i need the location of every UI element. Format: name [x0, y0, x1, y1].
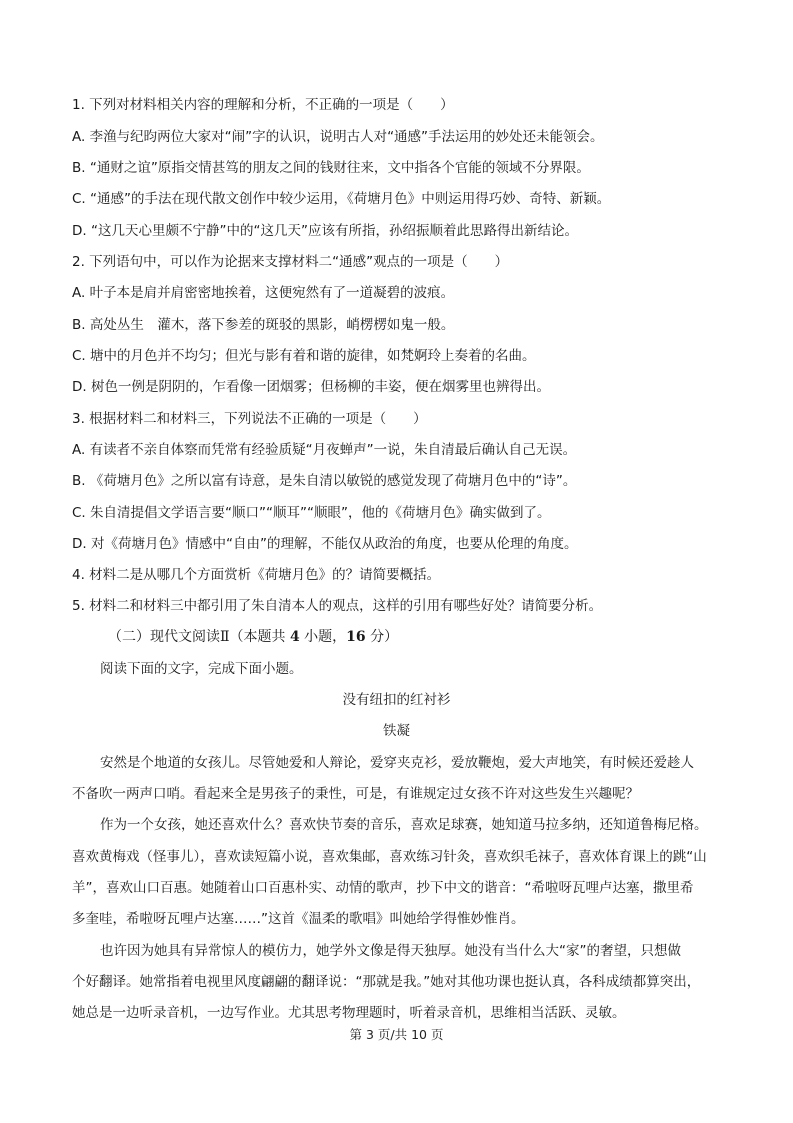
article-paragraph-line: 也许因为她具有异常惊人的模仿力，她学外文像是得天独厚。她没有当什么大“家”的奢望，只想做	[100, 943, 681, 959]
reading-instruction: 阅读下面的文字，完成下面小题。	[100, 661, 303, 677]
article-paragraph-line: 个好翻译。她常指着电视里风度翩翩的翻译说：“那就是我。”她对其他功课也挺认真，各科成绩都算突出，	[72, 974, 701, 990]
question-3-option-a: A. 有读者不亲自体察而凭常有经验质疑“月夜蝉声”一说，朱自清最后确认自己无误。	[72, 442, 577, 458]
article-paragraph-line: 作为一个女孩，她还喜欢什么？喜欢快节奏的音乐，喜欢足球赛，她知道马拉多纳，还知道鲁梅尼格。	[100, 817, 708, 833]
article-paragraph-line: 喜欢黄梅戏（怪事儿），喜欢读短篇小说，喜欢集邮，喜欢练习针灸，喜欢织毛袜子，喜欢体育课上的跳“山	[72, 849, 707, 865]
question-2-option-a: A. 叶子本是肩并肩密密地挨着，这便宛然有了一道凝碧的波痕。	[72, 285, 455, 301]
page-number-footer: 第 3 页/共 10 页	[349, 1027, 444, 1042]
question-1-option-a: A. 李渔与纪昀两位大家对“闹”字的认识，说明古人对“通感”手法运用的妙处还未能领会。	[72, 129, 604, 145]
article-paragraph-line: 多奎哇，希啦呀瓦哩卢达塞……”这首《温柔的歌唱》叫她给学得惟妙惟肖。	[72, 911, 525, 927]
article-paragraph-line: 她总是一边听录音机，一边写作业。尤其思考物理题时，听着录音机，思维相当活跃、灵敏。	[72, 1005, 626, 1021]
question-3-stem: 3. 根据材料二和材料三，下列说法不正确的一项是（ ）	[72, 411, 427, 427]
question-1-option-c: C. “通感”的手法在现代散文创作中较少运用，《荷塘月色》中则运用得巧妙、奇特、新颖。	[72, 191, 611, 207]
section-prefix: （二）现代文阅读Ⅱ（本题共	[108, 629, 290, 645]
section-middle: 小题，	[299, 629, 347, 645]
question-1-option-b: B. “通财之谊”原指交情甚笃的朋友之间的钱财往来，文中指各个官能的领域不分界限。	[72, 160, 590, 176]
question-2-option-d: D. 树色一例是阴阴的，乍看像一团烟雾；但杨柳的丰姿，便在烟雾里也辨得出。	[72, 379, 550, 395]
article-paragraph-line: 羊”，喜欢山口百惠。她随着山口百惠朴实、动情的歌声，抄下中文的谐音：“希啦呀瓦哩卢达塞，撒里希	[72, 880, 694, 896]
article-title: 没有纽扣的红衬衫	[342, 692, 451, 708]
article-paragraph-line: 不备吹一两声口哨。看起来全是男孩子的秉性，可是，有谁规定过女孩不许对这些发生兴趣呢？	[72, 786, 639, 802]
question-2-stem: 2. 下列语句中，可以作为论据来支撑材料二“通感”观点的一项是（ ）	[72, 254, 509, 270]
question-2-option-b: B. 高处丛生 灌木，落下参差的斑驳的黑影，峭楞楞如鬼一般。	[72, 317, 455, 333]
section-heading	[108, 628, 768, 646]
section-count: 4	[289, 629, 300, 645]
article-author: 铁凝	[383, 723, 410, 739]
question-3-option-b: B. 《荷塘月色》之所以富有诗意，是朱自清以敏锐的感觉发现了荷塘月色中的“诗”。	[72, 473, 577, 489]
section-score: 16	[346, 629, 366, 645]
question-3-option-d: D. 对《荷塘月色》情感中“自由”的理解，不能仅从政治的角度，也要从伦理的角度。	[72, 536, 578, 552]
question-1-stem: 1. 下列对材料相关内容的理解和分析，不正确的一项是（ ）	[72, 97, 454, 113]
question-3-option-c: C. 朱自清提倡文学语言要“顺口”“顺耳”“顺眼”，他的《荷塘月色》确实做到了。	[72, 505, 551, 521]
question-5: 5. 材料二和材料三中都引用了朱自清本人的观点，这样的引用有哪些好处？请简要分析。	[72, 598, 603, 614]
section-suffix: 分）	[365, 629, 399, 645]
question-4: 4. 材料二是从哪几个方面赏析《荷塘月色》的？请简要概括。	[72, 567, 441, 583]
article-paragraph-line: 安然是个地道的女孩儿。尽管她爱和人辩论，爱穿夹克衫，爱放鞭炮，爱大声地笑，有时候还爱趁人	[100, 755, 694, 771]
question-1-option-d: D. “这几天心里颇不宁静”中的“这几天”应该有所指，孙绍振顺着此思路得出新结论。	[72, 223, 578, 239]
question-2-option-c: C. 塘中的月色并不均匀；但光与影有着和谐的旋律，如梵婀玲上奏着的名曲。	[72, 348, 536, 364]
